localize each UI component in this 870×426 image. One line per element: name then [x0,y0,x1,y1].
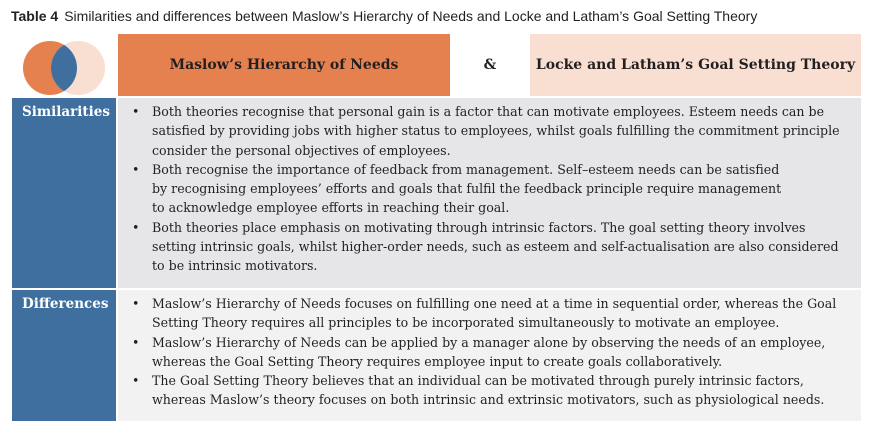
similarities-label: Similarities [12,98,116,288]
venn-diagram-icon [22,40,108,96]
similarities-list [118,98,861,276]
list-item: • Both theories recognise that personal gain is a factor that can motivate employees. Esteem needs can be satisfied by providing jobs with higher status to employees, whilst goals fulfilling the commitment principle consider the personal objectives of employees. [152,102,855,160]
differences-cell [118,290,861,421]
list-item: • Maslow’s Hierarchy of Needs focuses on fulfilling one need at a time in sequential order, whereas the Goal Setting Theory requires all principles to be incorporated simultaneously to motivate an employee. [152,294,855,333]
differences-list [118,290,861,410]
header-locke-latham: Locke and Latham’s Goal Setting Theory [530,34,861,96]
list-item: • Maslow’s Hierarchy of Needs can be applied by a manager alone by observing the needs of an employee, whereas the Goal Setting Theory requires employee input to create goals collaboratively. [152,333,855,372]
list-item: • The Goal Setting Theory believes that an individual can be motivated through purely intrinsic factors, whereas Maslow’s theory focuses on both intrinsic and extrinsic motivators, such as physiological needs. [152,371,855,410]
list-item: • Both recognise the importance of feedback from management. Self–esteem needs can be satisfied by recognising employees’ efforts and goals that fulfil the feedback principle require management to acknowledge employee efforts in reaching their goal. [152,160,855,218]
similarities-cell [118,98,861,288]
table-title: Similarities and differences between Maslow’s Hierarchy of Needs and Locke and Latham’s Goal Setting Theory [64,8,758,24]
differences-label: Differences [12,290,116,421]
header-maslow: Maslow’s Hierarchy of Needs [118,34,450,96]
table-caption [11,8,757,24]
list-item: • Both theories place emphasis on motivating through intrinsic factors. The goal setting theory involves setting intrinsic goals, whilst higher-order needs, such as esteem and self-actualisation are also considered to be intrinsic motivators. [152,218,855,276]
header-ampersand: & [450,34,530,96]
table-number: Table 4 [11,8,59,24]
